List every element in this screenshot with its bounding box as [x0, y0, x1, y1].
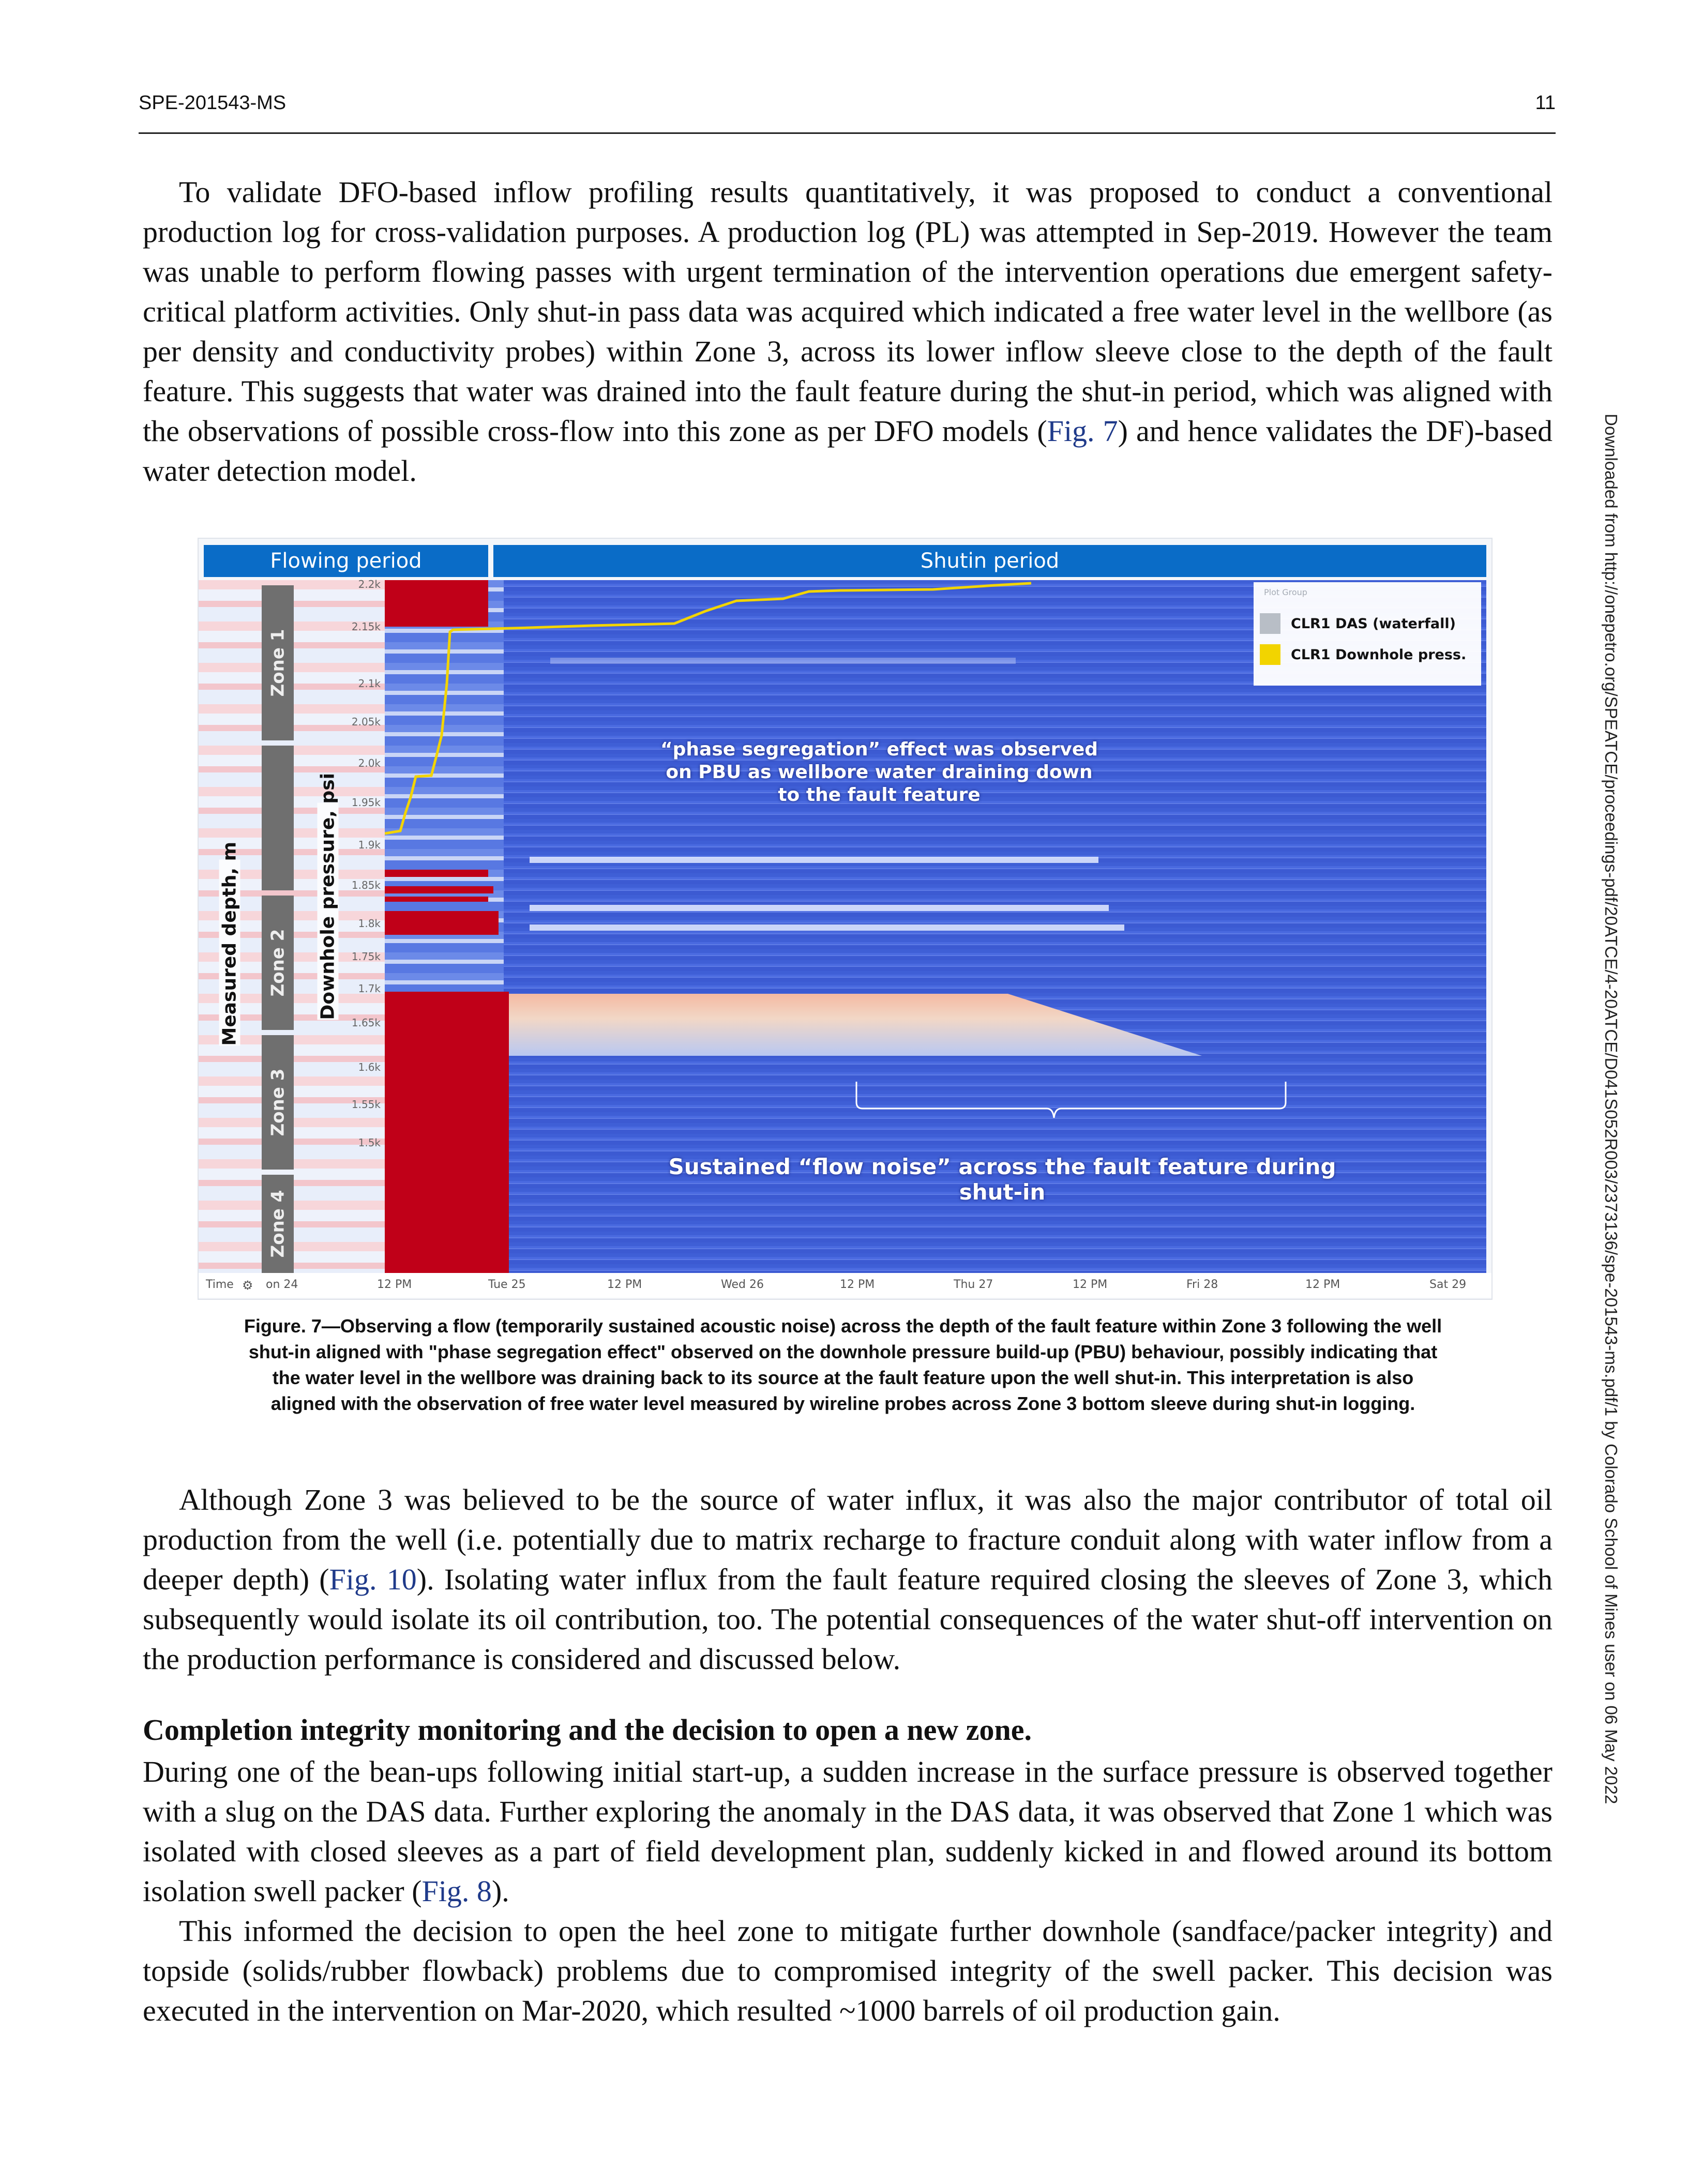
pressure-swatch-icon: [1260, 644, 1280, 665]
figure-7-caption: Figure. 7—Observing a flow (temporarily sustained acoustic noise) across the depth of the fault feature within Zone 3 following the well shut-in aligned with "phase segregation effect" observed on the downhole pressure build-up (PBU) behaviour, possibly indicating that the water level in the wellbore was draining back to its source at the fault feature upon the well shut-in. This interpretation is also aligned with the observation of free water level measured by wireline probes across Zone 3 bottom sleeve during shut-in logging.: [244, 1315, 1442, 1414]
page-header: [139, 92, 1556, 133]
flow-noise-annotation: Sustained “flow noise” across the fault feature during shut-in: [668, 1154, 1336, 1205]
flowing-period-band: Flowing period: [204, 545, 488, 577]
download-watermark: Downloaded from http://onepetro.org/SPEATCE/proceedings-pdf/20ATCE/4-20ATCE/D041S052R003/2373136/spe-201543-ms.pdf/1 by Colorado School of Mines user on 06 May 2022: [1602, 414, 1621, 1804]
section-heading: Completion integrity monitoring and the decision to open a new zone.: [143, 1713, 1032, 1747]
plot-legend: [1254, 582, 1481, 686]
zone-4-bar: Zone 4: [262, 1175, 294, 1273]
gear-icon[interactable]: ⚙: [242, 1278, 253, 1293]
page-number: 11: [1535, 92, 1556, 114]
phase-segregation-annotation: “phase segregation” effect was observed on PBU as wellbore water draining down to the fault feature: [660, 739, 1098, 806]
fig7-link[interactable]: Fig. 7: [1047, 414, 1118, 448]
paper-id: SPE-201543-MS: [139, 92, 287, 114]
pressure-axis-title: Downhole pressure, psi: [317, 773, 339, 1020]
zone-3-bar: Zone 3: [262, 1035, 294, 1170]
legend-item-das[interactable]: CLR1 DAS (waterfall): [1260, 613, 1456, 634]
paragraph-zone3: Although Zone 3 was believed to be the source of water influx, it was also the major contributor of total oil production from the well (i.e. potentially due to matrix recharge to fracture conduit along with water inflow from a deeper depth) (Fig. 10). Isolating water influx from the fault feature required closing the sleeves of Zone 3, which subsequently would isolate its oil contribution, too. The potential consequences of the water shut-off intervention on the production performance is considered and discussed below.: [143, 1483, 1553, 1676]
shutin-period-band: Shutin period: [493, 545, 1486, 577]
time-axis: Time ⚙ on 24 12 PM Tue 25 12 PM Wed 26 12 PM Thu 27 12 PM Fri 28 12 PM Sat 29: [199, 1273, 1491, 1298]
das-swatch-icon: [1260, 613, 1280, 634]
paragraph-decision: This informed the decision to open the heel zone to mitigate further downhole (sandface/packer integrity) and topside (solids/rubber flowback) problems due to compromised integrity of the swell packer. This decision was executed in the intervention on Mar-2020, which resulted ~1000 barrels of oil production gain.: [143, 1914, 1553, 2027]
fig8-link[interactable]: Fig. 8: [421, 1874, 492, 1908]
p1-text-end: ) and hence validates the DF)-based water detection model.: [143, 414, 1553, 488]
p1-text: To validate DFO-based inflow profiling results quantitatively, it was proposed to conduct a conventional production log for cross-validation purposes. A production log (PL) was attempted in Sep-2019. However the team was unable to perform flowing passes with urgent termination of the intervention operations due emergent safety-critical platform activities. Only shut-in pass data was acquired which indicated a free water level in the wellbore (as per density and conductivity probes) within Zone 3, across its lower inflow sleeve close to the depth of the fault feature. This suggests that water was drained into the fault feature during the shut-in period, which was aligned with the observations of possible cross-flow into this zone as per DFO models (: [143, 175, 1553, 448]
paragraph-integrity: During one of the bean-ups following initial start-up, a sudden increase in the surface pressure is observed together with a slug on the DAS data. Further exploring the anomaly in the DAS data, it was observed that Zone 1 which was isolated with closed sleeves as a part of field development plan, suddenly kicked in and flowed around its bottom isolation swell packer (Fig. 8). This informed the decision to open the heel zone to mitigate further downhole (sandface/packer integrity) and topside (solids/rubber flowback) problems due to compromised integrity of the swell packer. This decision was executed in the intervention on Mar-2020, which resulted ~1000 barrels of oil production gain.: [143, 1752, 1553, 2030]
zone-2-bar: Zone 2: [262, 896, 294, 1030]
pressure-axis-ticks: 2.2k 2.15k 2.1k 2.05k 2.0k 1.95k 1.9k 1.85k 1.8k 1.75k 1.7k 1.65k 1.6k 1.55k 1.5k: [351, 578, 381, 1149]
depth-axis-title: Measured depth, m: [219, 841, 240, 1046]
legend-item-pressure[interactable]: CLR1 Downhole press.: [1260, 644, 1466, 665]
plot-group-label: Plot Group: [1264, 587, 1307, 597]
fig10-link[interactable]: Fig. 10: [329, 1563, 417, 1596]
zone-1-bar: Zone 1: [262, 585, 294, 740]
header-rule: [139, 132, 1556, 134]
paragraph-validation: [143, 172, 1553, 491]
time-label: Time: [206, 1278, 234, 1291]
